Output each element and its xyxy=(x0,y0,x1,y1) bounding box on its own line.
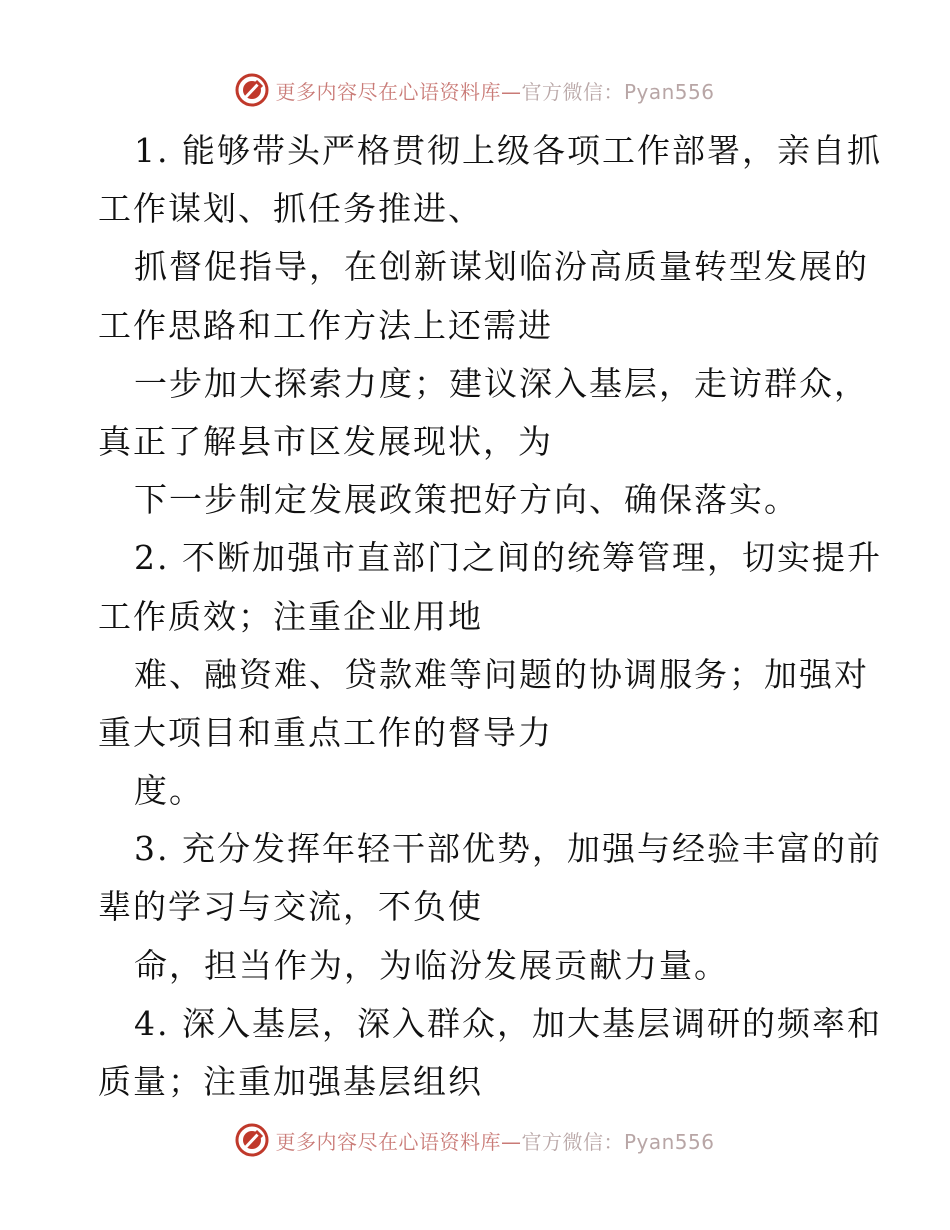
body-line: 命，担当作为，为临汾发展贡献力量。 xyxy=(134,945,729,985)
banner-text xyxy=(275,76,714,105)
body-line: 真正了解县市区发展现状，为 xyxy=(98,421,553,461)
banner-title: 更多内容尽在心语资料库 xyxy=(275,1129,501,1154)
banner-title: 更多内容尽在心语资料库 xyxy=(275,79,501,104)
body-line: 一步加大探索力度；建议深入基层，走访群众， xyxy=(134,363,869,403)
body-line: 3. 充分发挥年轻干部优势，加强与经验丰富的前 xyxy=(134,829,882,869)
body-line: 工作质效；注重企业用地 xyxy=(98,596,483,636)
body-line: 下一步制定发展政策把好方向、确保落实。 xyxy=(134,480,799,520)
banner-wechat: 官方微信：Pyan556 xyxy=(521,79,715,104)
red-seal-logo-icon xyxy=(235,1123,269,1157)
body-line: 难、融资难、贷款难等问题的协调服务；加强对 xyxy=(134,654,869,694)
body-line: 4. 深入基层，深入群众，加大基层调研的频率和 xyxy=(134,1003,882,1043)
body-line: 2. 不断加强市直部门之间的统筹管理，切实提升 xyxy=(134,538,882,578)
document-body xyxy=(98,122,882,1111)
banner-wechat: 官方微信：Pyan556 xyxy=(521,1129,715,1154)
body-line: 抓督促指导，在创新谋划临汾高质量转型发展的 xyxy=(134,247,869,287)
banner-text xyxy=(275,1126,714,1155)
body-line: 1. 能够带头严格贯彻上级各项工作部署，亲自抓 xyxy=(134,131,882,170)
body-line: 质量；注重加强基层组织 xyxy=(98,1062,483,1101)
body-line: 辈的学习与交流，不负使 xyxy=(98,887,483,927)
body-line: 工作谋划、抓任务推进、 xyxy=(98,189,483,229)
footer-banner xyxy=(0,1120,950,1160)
body-line: 工作思路和工作方法上还需进 xyxy=(98,305,553,345)
body-line: 度。 xyxy=(134,771,204,811)
header-banner xyxy=(0,70,950,110)
banner-separator: — xyxy=(500,79,522,104)
banner-separator: — xyxy=(500,1129,522,1154)
red-seal-logo-icon xyxy=(235,73,269,107)
body-line: 重大项目和重点工作的督导力 xyxy=(98,712,553,752)
